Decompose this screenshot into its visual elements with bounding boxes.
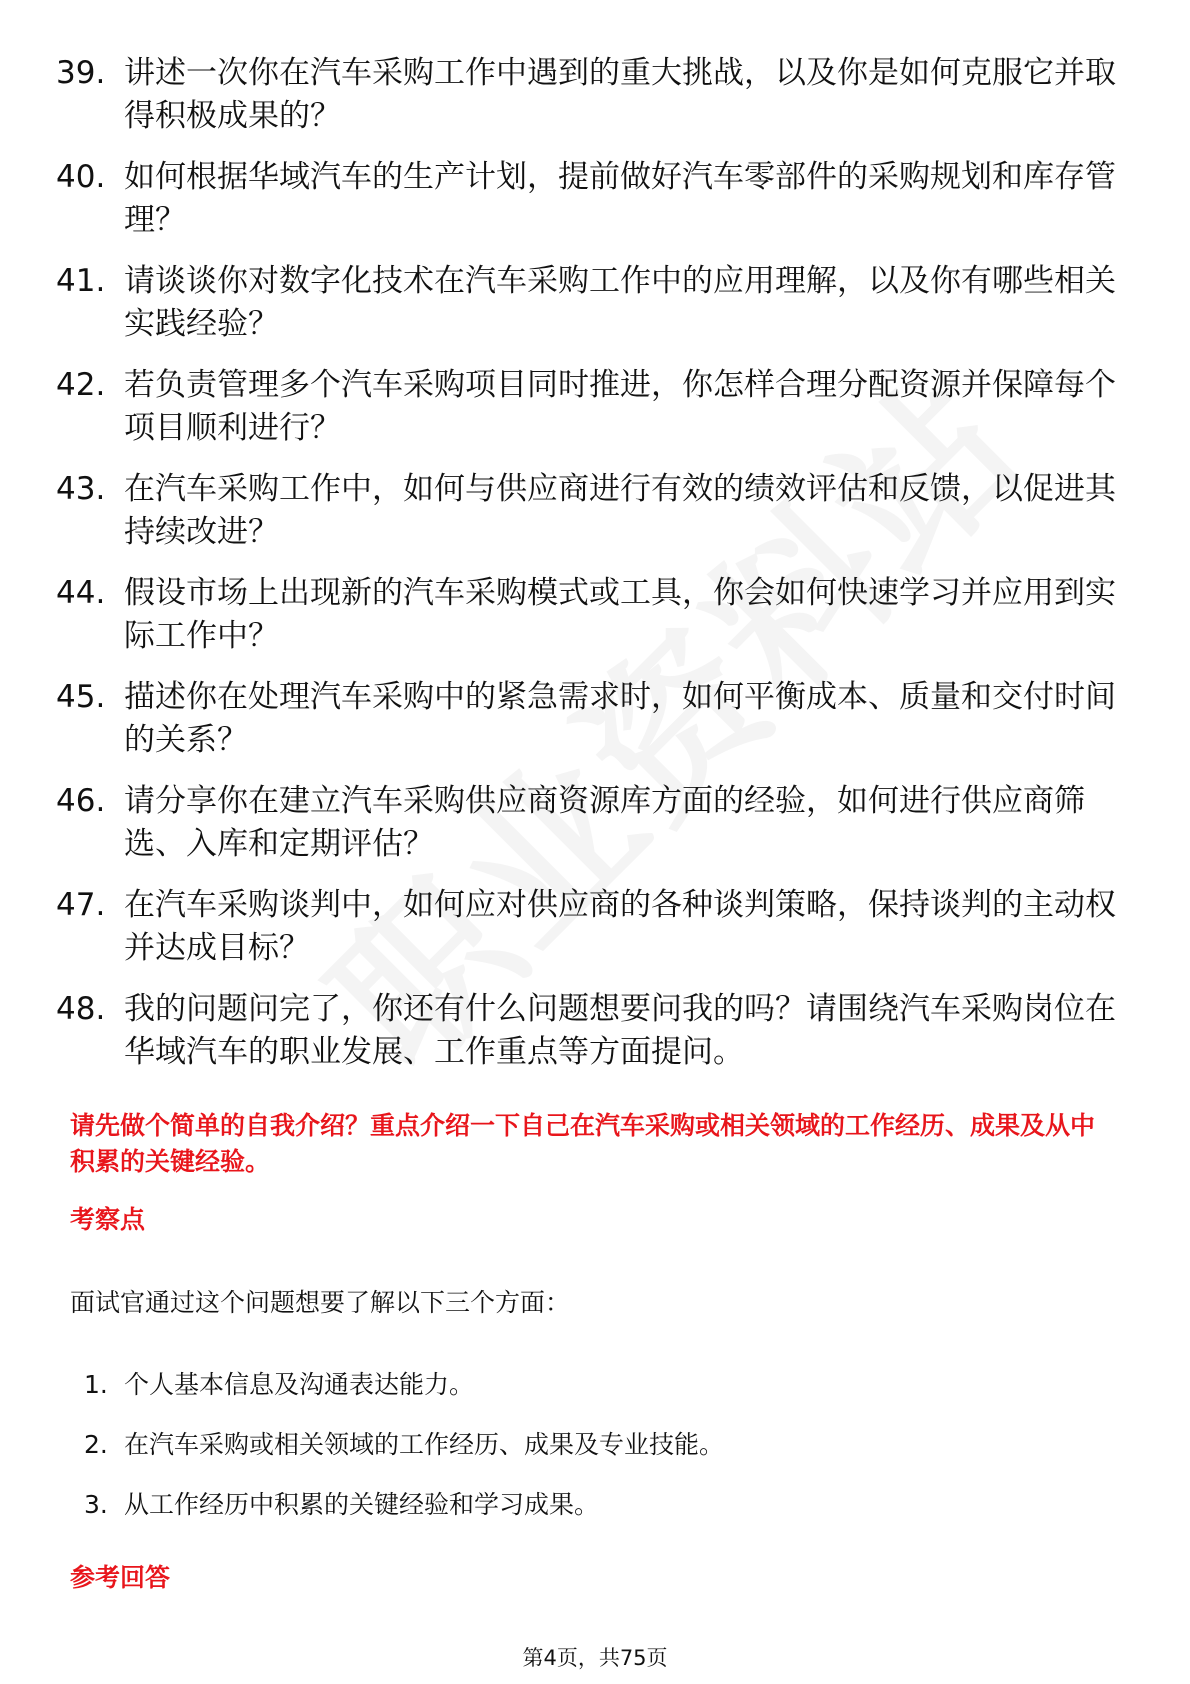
list-number: 2. — [84, 1430, 108, 1459]
question-item — [56, 156, 1116, 242]
question-number: 40. — [56, 159, 106, 195]
question-item — [56, 260, 1116, 346]
points-list — [84, 1370, 1084, 1550]
list-text: 从工作经历中积累的关键经验和学习成果。 — [124, 1490, 600, 1519]
list-text: 在汽车采购或相关领域的工作经历、成果及专业技能。 — [124, 1430, 725, 1459]
question-item — [56, 884, 1116, 970]
question-number: 42. — [56, 367, 106, 403]
list-item — [84, 1370, 1084, 1400]
question-text: 请分享你在建立汽车采购供应商资源库方面的经验，如何进行供应商筛选、入库和定期评估？ — [124, 783, 1085, 862]
question-number: 44. — [56, 575, 106, 611]
question-number: 39. — [56, 55, 106, 91]
question-text: 请谈谈你对数字化技术在汽车采购工作中的应用理解，以及你有哪些相关实践经验？ — [124, 263, 1116, 342]
list-number: 3. — [84, 1490, 108, 1519]
list-text: 个人基本信息及沟通表达能力。 — [124, 1370, 475, 1399]
question-item — [56, 52, 1116, 138]
section-title-reference-answer: 参考回答 — [70, 1563, 171, 1592]
question-item — [56, 364, 1116, 450]
question-text: 若负责管理多个汽车采购项目同时推进，你怎样合理分配资源并保障每个项目顺利进行？ — [124, 367, 1116, 446]
intro-text: 面试官通过这个问题想要了解以下三个方面： — [70, 1288, 571, 1317]
question-text: 如何根据华域汽车的生产计划，提前做好汽车零部件的采购规划和库存管理？ — [124, 159, 1116, 238]
list-number: 1. — [84, 1370, 108, 1399]
question-number: 48. — [56, 991, 106, 1027]
list-item — [84, 1490, 1084, 1520]
question-number: 41. — [56, 263, 106, 299]
question-text: 描述你在处理汽车采购中的紧急需求时，如何平衡成本、质量和交付时间的关系？ — [124, 679, 1116, 758]
question-item — [56, 676, 1116, 762]
question-number: 45. — [56, 679, 106, 715]
question-item — [56, 780, 1116, 866]
question-item — [56, 572, 1116, 658]
question-text: 讲述一次你在汽车采购工作中遇到的重大挑战，以及你是如何克服它并取得积极成果的？ — [124, 55, 1116, 134]
question-number: 46. — [56, 783, 106, 819]
question-text: 我的问题问完了，你还有什么问题想要问我的吗？请围绕汽车采购岗位在华域汽车的职业发展、工作重点等方面提问。 — [124, 991, 1116, 1070]
section-title-assessment: 考察点 — [70, 1205, 146, 1234]
question-list — [56, 52, 1116, 1092]
question-text: 在汽车采购工作中，如何与供应商进行有效的绩效评估和反馈，以促进其持续改进？ — [124, 471, 1116, 550]
question-number: 43. — [56, 471, 106, 507]
question-item — [56, 468, 1116, 554]
question-number: 47. — [56, 887, 106, 923]
question-text: 在汽车采购谈判中，如何应对供应商的各种谈判策略，保持谈判的主动权并达成目标？ — [124, 887, 1116, 966]
list-item — [84, 1430, 1084, 1460]
question-text: 假设市场上出现新的汽车采购模式或工具，你会如何快速学习并应用到实际工作中？ — [124, 575, 1116, 654]
question-item — [56, 988, 1116, 1074]
highlighted-question: 请先做个简单的自我介绍？重点介绍一下自己在汽车采购或相关领域的工作经历、成果及从中积累的关键经验。 — [70, 1111, 1096, 1176]
page-footer: 第4页，共75页 — [522, 1646, 668, 1670]
